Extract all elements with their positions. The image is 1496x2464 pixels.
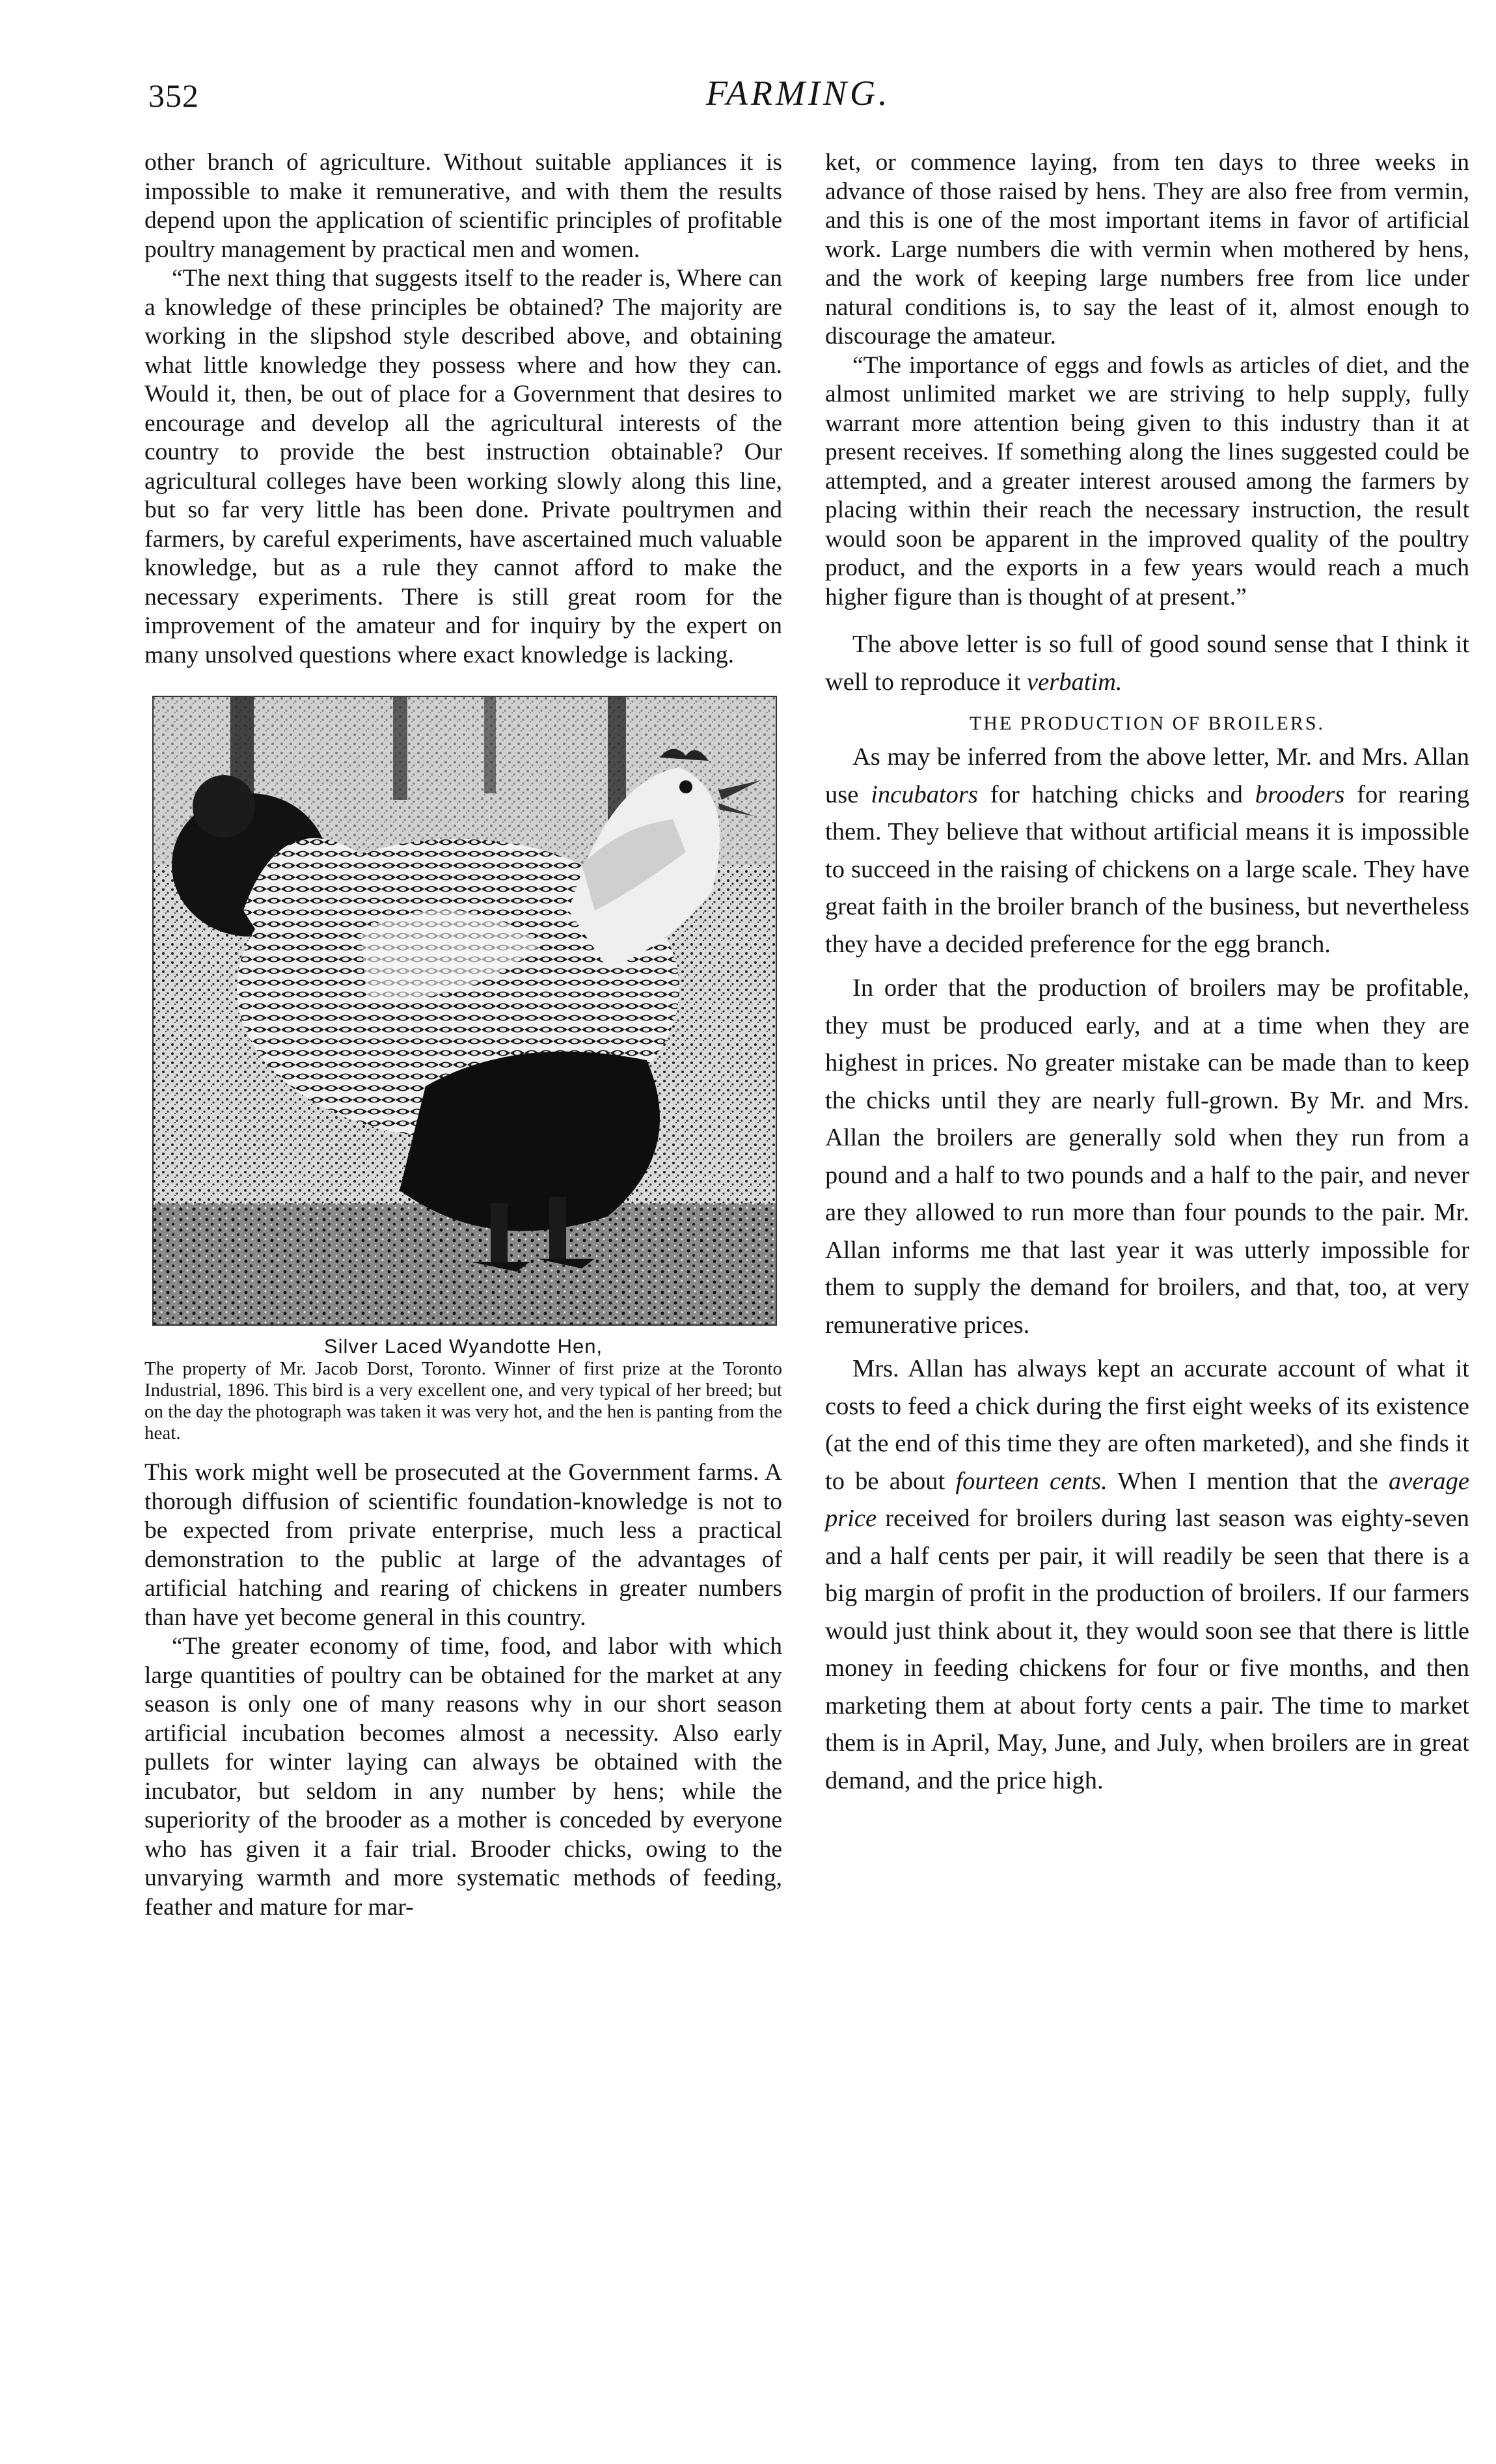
right-column [825,148,1469,1800]
left-paragraph-4: “The greater economy of time, food, and labor with which large quantities of poultry can be obtained for the market at any season is only one of many reasons why in our short season artificial incubation becomes almost a necessity. Also early pullets for winter laying can always be obtained with the incubator, but seldom in any number by hens; while the superiority of the brooder as a mother is conceded by everyone who has given it a fair trial. Brooder chicks, owing to the unvarying warmth and more systematic methods of feeding, feather and mature for mar- [144,1633,782,1921]
right-paragraph-4 [825,739,1469,963]
right-paragraph-3 [825,626,1469,701]
brooders-emphasis: brooders [1255,780,1345,808]
wyandotte-hen-photograph [152,696,777,1326]
right-paragraph-6-a: Mrs. Allan has always kept an accurate account of what it costs to feed a chick during the first eight weeks of its existence (at the end of this time they are often marketed), and she finds it to be about [825,1355,1469,1495]
verbatim-emphasis: verbatim. [1027,668,1122,696]
left-paragraph-3: This work might well be prosecuted at the Government farms. A thorough diffusion of scientific foundation-knowledge is not to be expected from private enterprise, much less a practical demonstration to the public at large of the advantages of artificial hatching and rearing of chickens in greater numbers than have yet become general in this country. [144,1459,782,1631]
average-price-emphasis: average price [825,1467,1469,1532]
page-number: 352 [148,77,199,114]
right-paragraph-1: ket, or commence laying, from ten days to three weeks in advance of those raised by hens. They are also free from vermin, and this is one of the most important items in favor of artificial work. Large numbers die with vermin when mothered by hens, and the work of keeping large numbers free from lice under natural conditions is, to say the least of it, almost enough to discourage the amateur. [825,149,1469,349]
hen-figure [144,696,782,1444]
right-paragraph-6-b: When I mention that the [1107,1467,1389,1495]
right-paragraph-4-b: for hatching chicks and [977,780,1255,808]
figure-caption-title: Silver Laced Wyandotte Hen, [323,1335,603,1358]
right-paragraph-2: “The importance of eggs and fowls as articles of diet, and the almost unlimited market we are striving to help supply, fully warrant more attention being given to this industry than it at present receives. If something along the lines suggested could be attempted, and a greater interest aroused among the farmers by placing within their reach the necessary instruction, the result would soon be apparent in the improved quality of the poultry product, and the exports in a few years would reach a much higher figure than is thought of at present.” [825,351,1469,610]
fourteen-cents-emphasis: fourteen cents. [955,1467,1108,1495]
running-head: FARMING. [706,74,891,113]
right-paragraph-5: In order that the production of broilers may be profitable, they must be produced early, and at a time when they are highest in prices. No greater mistake can be made than to keep the chicks until they are nearly full-grown. By Mr. and Mrs. Allan the broilers are generally sold when they run from a pound and a half to two pounds and a half to the pair, and never are they allowed to run more than four pounds to the pair. Mr. Allan informs me that last year it was utterly impossible for them to supply the demand for broilers, and that, too, at very remunerative prices. [825,974,1469,1339]
figure-caption-text: The property of Mr. Jacob Dorst, Toronto. Winner of first prize at the Toronto Industrial, 1896. This bird is a very excellent one, and very typical of her breed; but on the day the photograph was taken it was very hot, and the hen is panting from the heat. [144,1358,782,1444]
left-paragraph-2: “The next thing that suggests itself to the reader is, Where can a knowledge of these principles be obtained? The majority are working in the slipshod style described above, and obtaining what little knowledge they possess where and how they can. Would it, then, be out of place for a Government that desires to encourage and develop all the agricultural interests of the country to provide the best instruction obtainable? Our agricultural colleges have been working slowly along this line, but so far very little has been done. Private poultrymen and farmers, by careful experiments, have ascertained much valuable knowledge, but as a rule they cannot afford to make the necessary experiments. There is still great room for the improvement of the amateur and for inquiry by the expert on many unsolved questions where exact knowledge is lacking. [144,265,782,668]
right-paragraph-4-c: for rearing them. They believe that without artificial means it is impossible to succeed in the raising of chickens on a large scale. They have great faith in the broiler branch of the business, but nevertheless they have a decided preference for the egg branch. [825,780,1469,958]
incubators-emphasis: incubators [871,780,978,808]
right-paragraph-3-text: The above letter is so full of good sound sense that I think it well to reproduce it [825,631,1469,696]
left-column [144,148,782,1922]
right-paragraph-6 [825,1350,1469,1800]
section-heading: THE PRODUCTION OF BROILERS. [969,713,1326,734]
left-paragraph-1: other branch of agriculture. Without suitable appliances it is impossible to make it remunerative, and with them the results depend upon the application of scientific principles of profitable poultry management by practical men and women. [144,149,782,263]
right-paragraph-4-a: As may be inferred from the above letter, Mr. and Mrs. Allan use [825,743,1469,808]
right-paragraph-6-c: received for broilers during last season was eighty-seven and a half cents per pair, it will readily be seen that there is a big margin of profit in the production of broilers. If our farmers would just think about it, they would soon see that there is little money in feeding chickens for four or five months, and then marketing them at about forty cents a pair. The time to market them is in April, May, June, and July, when broilers are in great demand, and the price high. [825,1505,1469,1794]
